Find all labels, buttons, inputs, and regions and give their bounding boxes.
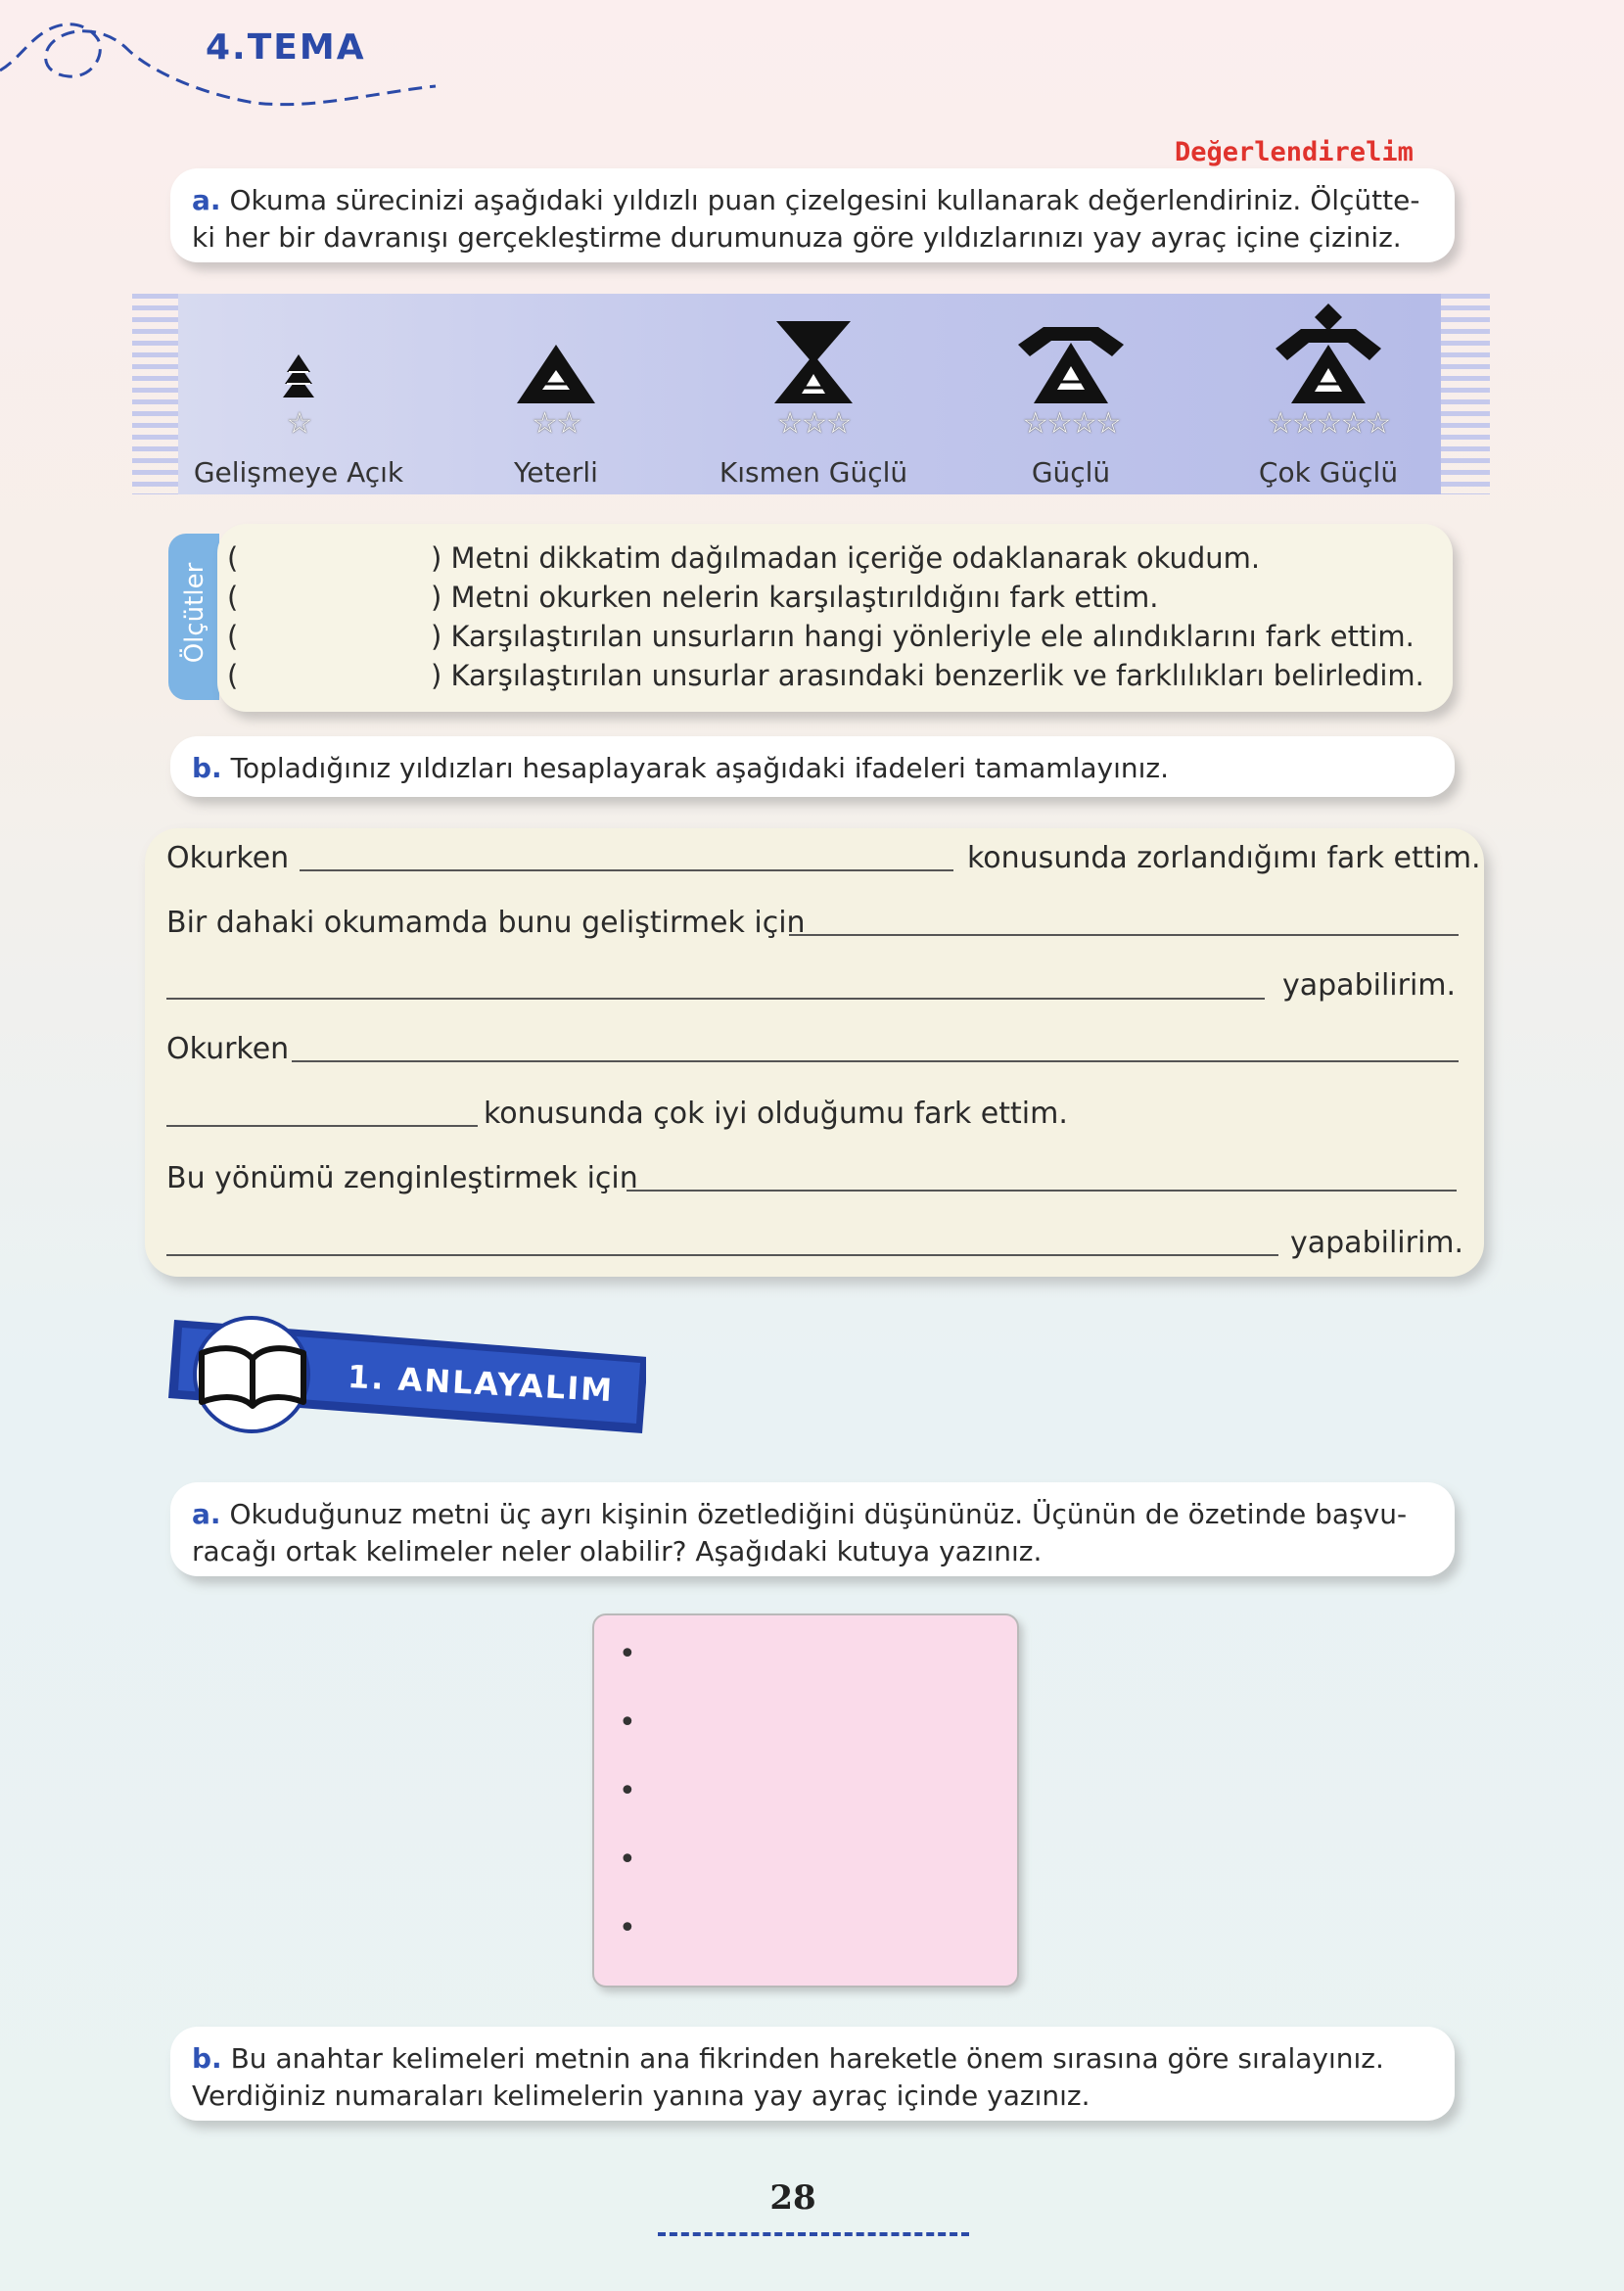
star-rating: ☆☆☆	[776, 406, 851, 441]
level-label: Yeterli	[514, 456, 598, 489]
blank-line[interactable]	[166, 1125, 478, 1127]
criteria-tab	[168, 534, 219, 700]
question-text: Okuduğunuz metni üç ayrı kişinin özetlediğini düşününüz. Üçünün de özetinde başvu-	[229, 1498, 1408, 1530]
keyword-bullet: •	[619, 1706, 636, 1740]
sentence-end: konusunda çok iyi olduğumu fark ettim.	[484, 1097, 1068, 1131]
instruction-text: ki her bir davranışı gerçekleştirme durumunuza göre yıldızlarınızı yay ayraç içine çiziniz.	[192, 221, 1402, 254]
rating-paren[interactable]: (	[227, 659, 239, 692]
instruction-b	[170, 736, 1455, 797]
scale-level-2	[439, 294, 673, 494]
sentence-start: Okurken	[166, 841, 290, 875]
sentence-end: yapabilirim.	[1290, 1226, 1464, 1260]
level-label: Güçlü	[1031, 456, 1111, 489]
scale-level-3	[696, 294, 931, 494]
star-rating: ☆	[286, 406, 311, 441]
sentence-start: Bu yönümü zenginleştirmek için	[166, 1161, 638, 1195]
instruction-label: b.	[192, 752, 222, 784]
keyword-bullet: •	[619, 1637, 636, 1671]
level-label: Kısmen Güçlü	[719, 456, 908, 489]
question-b	[170, 2027, 1455, 2121]
sentence-start: Okurken	[166, 1032, 290, 1066]
blank-line[interactable]	[789, 934, 1459, 936]
blank-line[interactable]	[300, 869, 953, 871]
scale-level-1	[181, 294, 416, 494]
sentence-end: konusunda zorlandığımı fark ettim.	[967, 841, 1481, 875]
question-text: racağı ortak kelimeler neler olabilir? Aşağıdaki kutuya yazınız.	[192, 1535, 1043, 1567]
book-icon	[194, 1332, 311, 1420]
activity-title: 1. ANLAYALIM	[347, 1357, 616, 1410]
page-number-underline	[658, 2232, 969, 2236]
question-label: b.	[192, 2042, 222, 2075]
question-text: Verdiğiniz numaraları kelimelerin yanına yay ayraç içinde yazınız.	[192, 2080, 1090, 2112]
star-rating: ☆☆☆☆	[1022, 406, 1120, 441]
criterion-text: ) Karşılaştırılan unsurlar arasındaki benzerlik ve farklılıkları belirledim.	[431, 659, 1424, 692]
blank-line[interactable]	[166, 1254, 1278, 1256]
keyword-answer-box[interactable]	[592, 1613, 1019, 1987]
sentence-end: yapabilirim.	[1282, 968, 1457, 1003]
band-fringe-right	[1441, 294, 1490, 494]
question-label: a.	[192, 1498, 221, 1530]
star-rating: ☆☆	[532, 406, 580, 441]
instruction-label: a.	[192, 184, 221, 216]
rating-paren[interactable]: (	[227, 620, 239, 653]
fill-in-panel	[145, 828, 1484, 1277]
blank-line[interactable]	[292, 1060, 1459, 1062]
question-text: Bu anahtar kelimeleri metnin ana fikrinden hareketle önem sırasına göre sıralayınız.	[230, 2042, 1384, 2075]
instruction-text: Okuma sürecinizi aşağıdaki yıldızlı puan çizelgesini kullanarak değerlendiriniz. Ölçütte-	[229, 184, 1420, 216]
level-label: Çok Güçlü	[1258, 456, 1399, 489]
page-number: 28	[769, 2178, 816, 2218]
rating-paren[interactable]: (	[227, 541, 239, 575]
criterion-text: ) Metni dikkatim dağılmadan içeriğe odaklanarak okudum.	[431, 541, 1261, 575]
criterion-row	[227, 581, 1441, 620]
question-a	[170, 1482, 1455, 1576]
sentence-start: Bir dahaki okumamda bunu geliştirmek için	[166, 906, 806, 940]
criterion-row	[227, 659, 1441, 698]
criterion-text: ) Metni okurken nelerin karşılaştırıldığını fark ettim.	[431, 581, 1159, 614]
level-label: Gelişmeye Açık	[193, 456, 404, 489]
blank-line[interactable]	[626, 1190, 1457, 1192]
rating-paren[interactable]: (	[227, 581, 239, 614]
scale-level-5	[1211, 294, 1446, 494]
star-rating: ☆☆☆☆☆	[1267, 406, 1390, 441]
instruction-text: Topladığınız yıldızları hesaplayarak aşağıdaki ifadeleri tamamlayınız.	[230, 752, 1169, 784]
band-fringe-left	[132, 294, 181, 494]
instruction-a	[170, 168, 1455, 262]
keyword-bullet: •	[619, 1774, 636, 1808]
blank-line[interactable]	[166, 998, 1265, 1000]
theme-title: 4.TEMA	[206, 27, 366, 68]
keyword-bullet: •	[619, 1911, 636, 1945]
criterion-row	[227, 620, 1441, 659]
criteria-tab-label: Ölçütler	[180, 562, 209, 664]
criterion-text: ) Karşılaştırılan unsurların hangi yönleriyle ele alındıklarını fark ettim.	[431, 620, 1415, 653]
criterion-row	[227, 541, 1441, 581]
section-tag: Değerlendirelim	[1175, 137, 1414, 167]
keyword-bullet: •	[619, 1843, 636, 1877]
scale-level-4	[953, 294, 1188, 494]
